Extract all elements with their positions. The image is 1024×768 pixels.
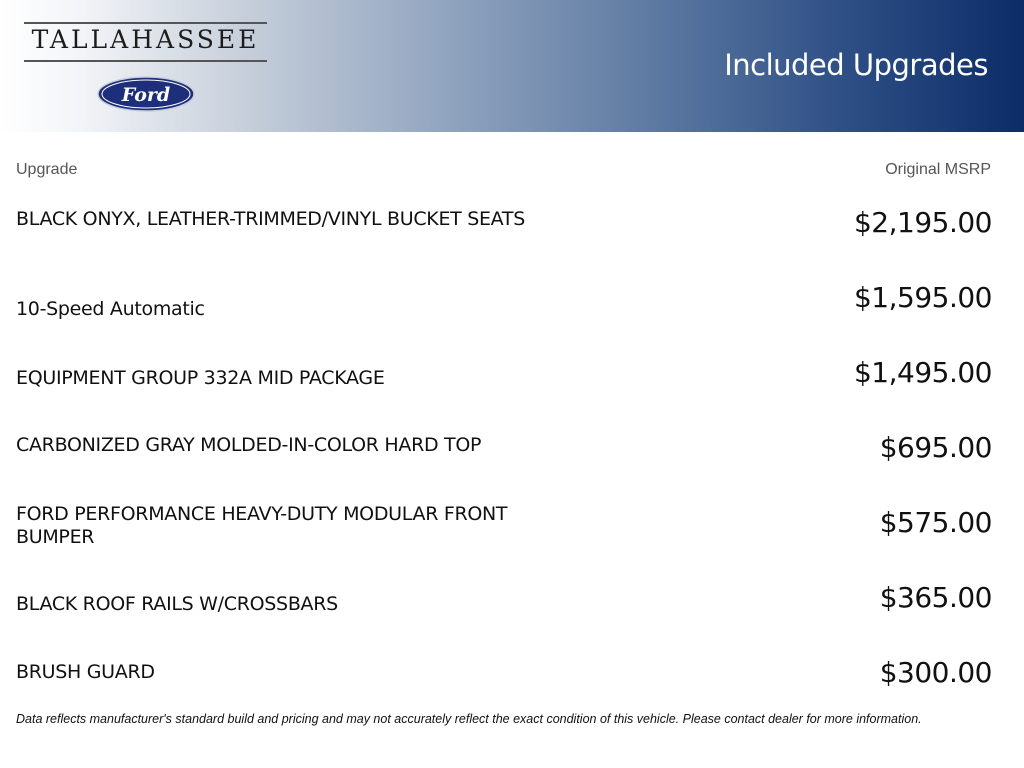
- header-banner: [0, 0, 1024, 132]
- upgrade-name: BRUSH GUARD: [16, 661, 155, 683]
- upgrade-name: 10-Speed Automatic: [16, 298, 205, 320]
- upgrade-price: $1,495.00: [853, 356, 992, 389]
- upgrade-name: BLACK ONYX, LEATHER-TRIMMED/VINYL BUCKET SEATS: [16, 208, 525, 230]
- ford-logo: [96, 76, 196, 112]
- upgrade-price: $695.00: [879, 431, 992, 464]
- upgrade-price: $300.00: [879, 656, 992, 689]
- divider: [24, 60, 267, 62]
- upgrade-column-header: Upgrade: [16, 161, 78, 178]
- upgrade-name: BLACK ROOF RAILS W/CROSSBARS: [16, 593, 338, 615]
- msrp-column-header: Original MSRP: [885, 161, 991, 178]
- upgrade-price: $2,195.00: [853, 206, 992, 239]
- upgrade-price: $365.00: [879, 581, 992, 614]
- dealer-name: TALLAHASSEE: [31, 25, 260, 54]
- disclaimer-footnote: Data reflects manufacturer's standard build and pricing and may not accurately reflect the exact condition of this vehicle. Please contact dealer for more information.: [16, 712, 922, 726]
- ford-logo-text: Ford: [121, 84, 171, 106]
- upgrade-name: FORD PERFORMANCE HEAVY-DUTY MODULAR FRONT BUMPER: [16, 503, 508, 548]
- upgrade-name: EQUIPMENT GROUP 332A MID PACKAGE: [16, 367, 385, 389]
- upgrade-price: $1,595.00: [853, 281, 992, 314]
- page-title: Included Upgrades: [724, 48, 988, 82]
- upgrade-name: CARBONIZED GRAY MOLDED-IN-COLOR HARD TOP: [16, 434, 482, 456]
- upgrade-price: $575.00: [879, 506, 992, 539]
